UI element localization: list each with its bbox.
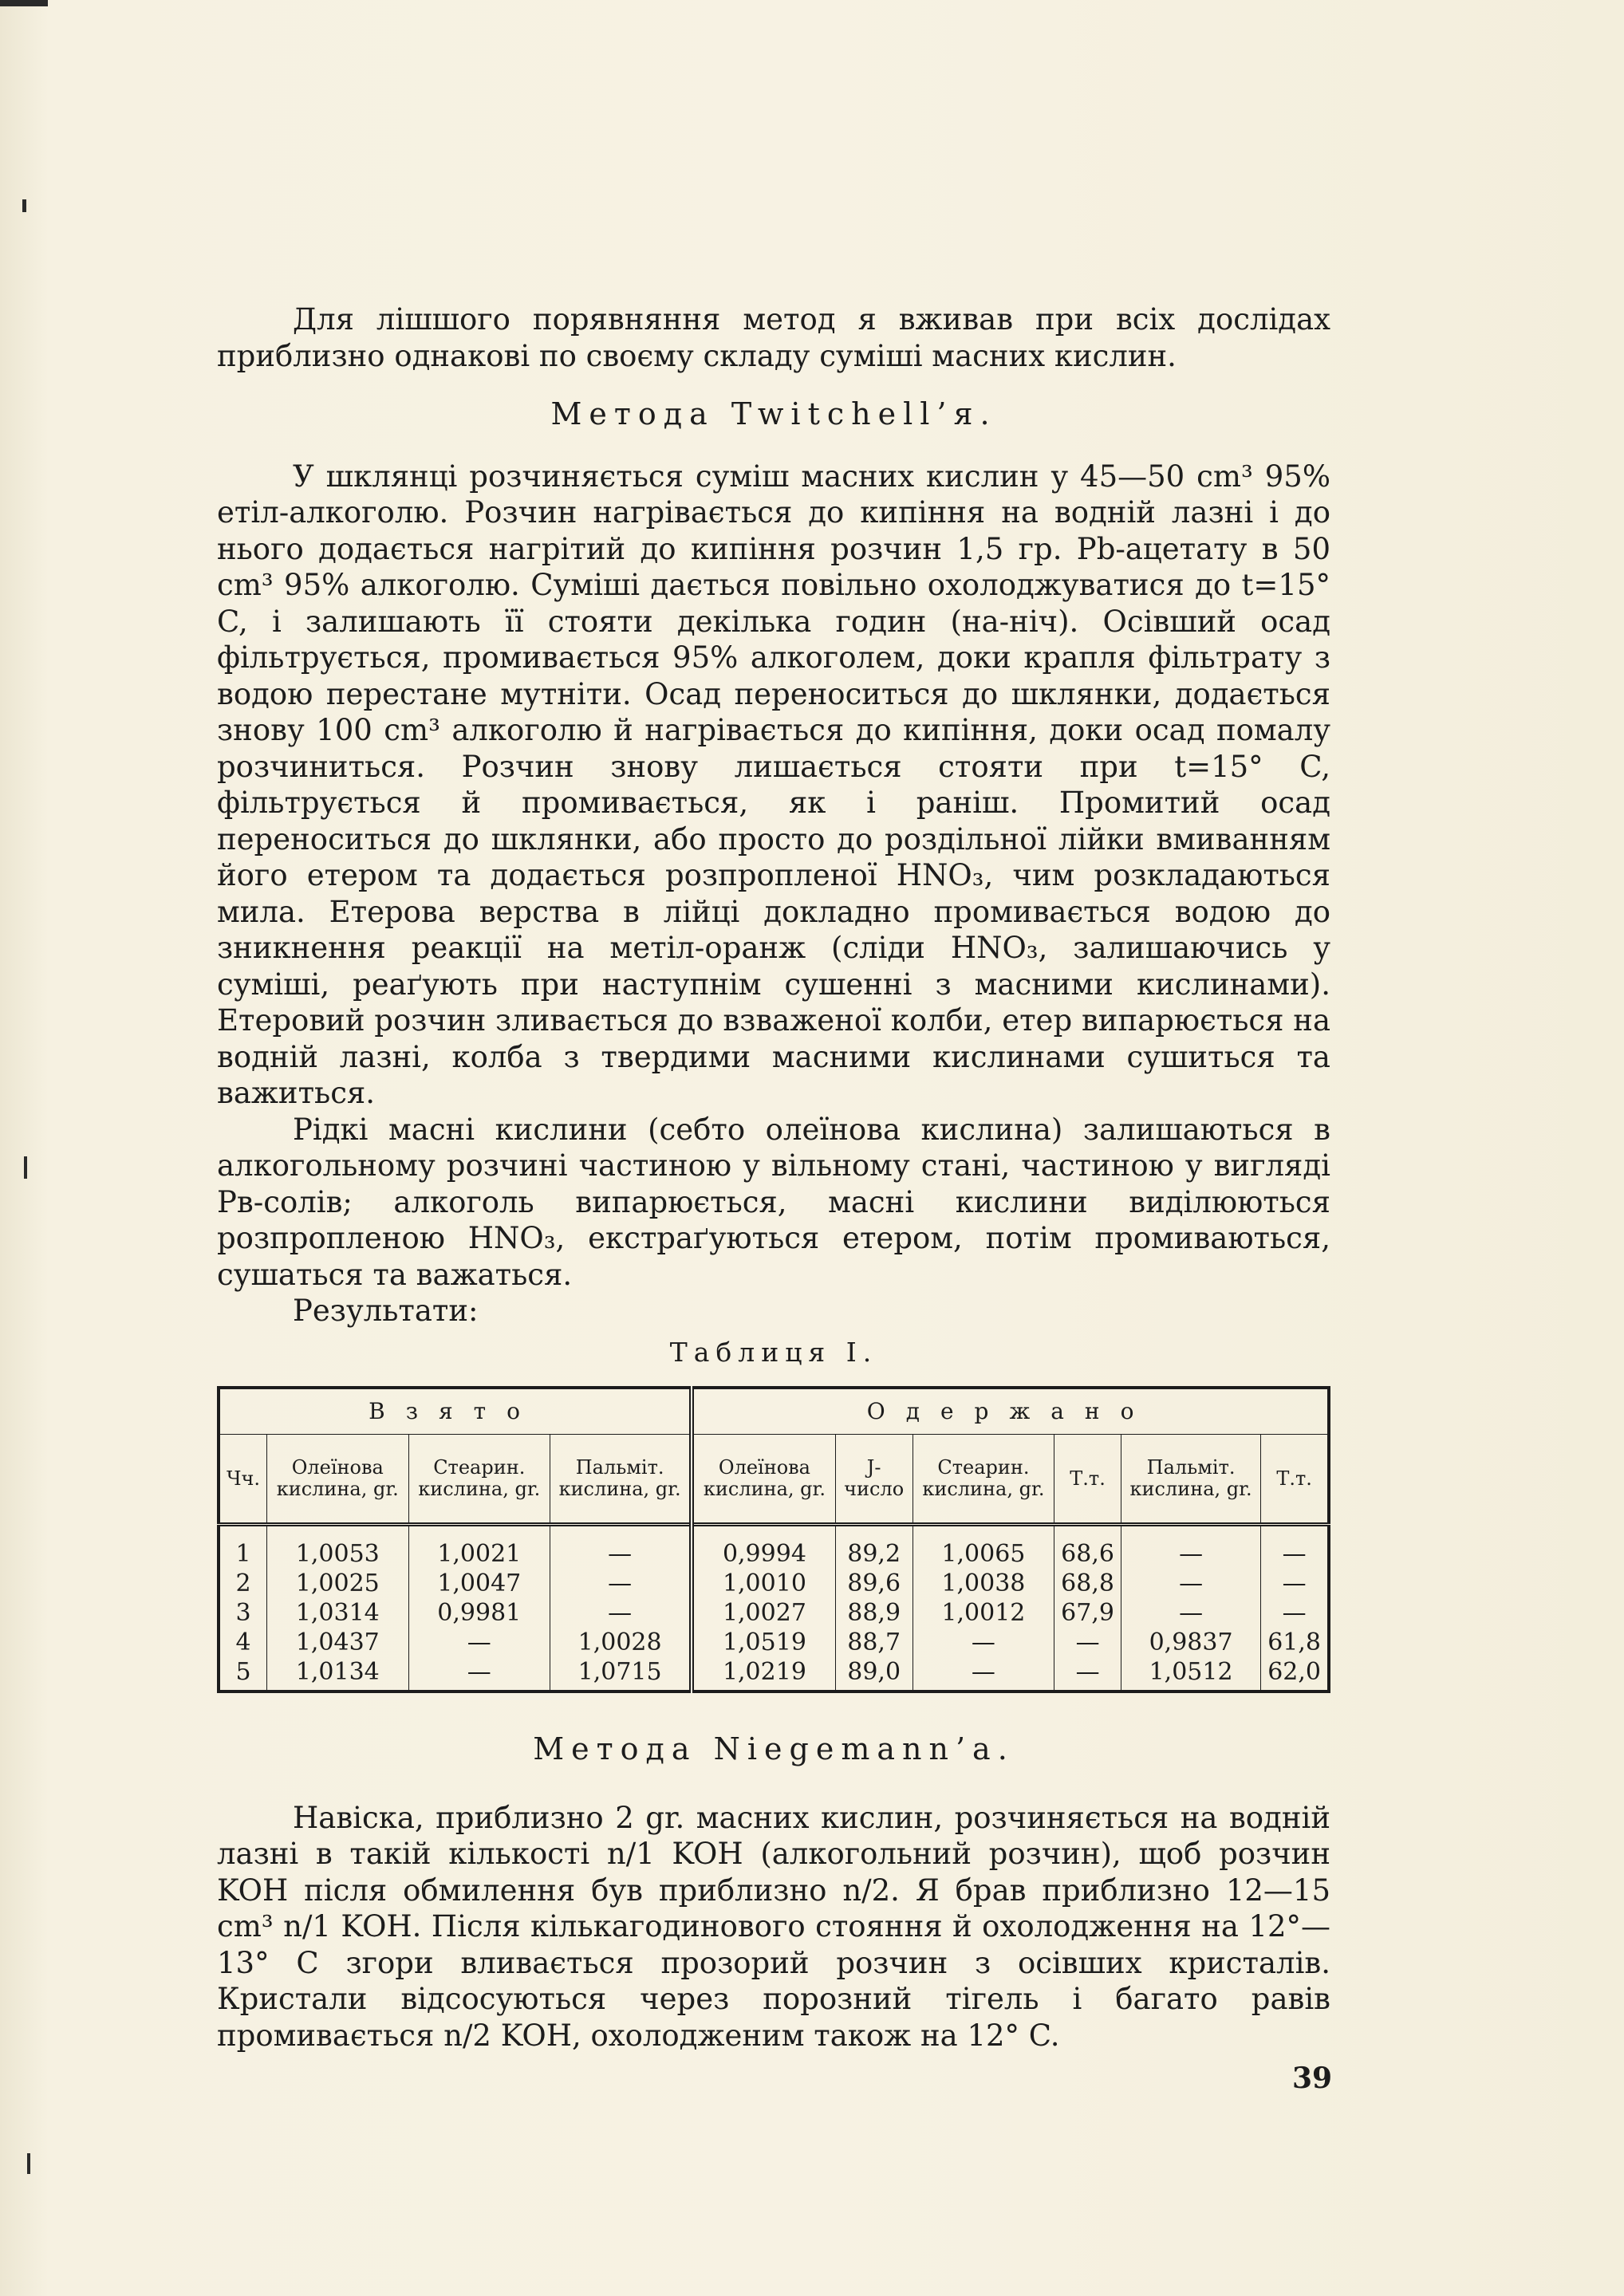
table-cell: 62,0 — [1261, 1657, 1329, 1691]
section-heading-niegemann: Метода Niegemann’a. — [533, 1731, 1015, 1766]
intro-paragraph: Для лішшого порявняння метод я вживав при всіх дослідах приблизно однакові по своєму складу суміші масних кислин. — [217, 302, 1330, 373]
col-header-oleic-taken: Олеїнова кислина, gr. — [267, 1435, 408, 1525]
table-cell: — — [408, 1657, 550, 1691]
table-cell: 4 — [219, 1628, 267, 1657]
table-row — [219, 1598, 1329, 1628]
group-header-obtained: Одержано — [692, 1388, 1329, 1435]
table-group-header-row — [219, 1388, 1329, 1435]
table-cell: — — [1261, 1598, 1329, 1628]
table-cell: 1,0010 — [692, 1569, 835, 1598]
table-cell: 89,0 — [835, 1657, 913, 1691]
col-header-stearic-taken: Стеарин. кислина, gr. — [408, 1435, 550, 1525]
scan-edge-mark — [0, 0, 48, 6]
page-number: 39 — [1292, 2062, 1333, 2095]
text-block — [217, 301, 1330, 2054]
table-cell: 1,0028 — [550, 1628, 692, 1657]
table-cell: 1,0715 — [550, 1657, 692, 1691]
scan-edge-mark — [24, 1156, 27, 1179]
table-cell: — — [1054, 1628, 1121, 1657]
table-cell: 3 — [219, 1598, 267, 1628]
table-row — [219, 1628, 1329, 1657]
table-cell: — — [913, 1628, 1054, 1657]
table-cell: 1,0437 — [267, 1628, 408, 1657]
table-cell: 89,6 — [835, 1569, 913, 1598]
table-cell: 1,0027 — [692, 1598, 835, 1628]
table-cell: 0,9994 — [692, 1525, 835, 1569]
col-header-palmitic-obtained: Пальміт. кислина, gr. — [1121, 1435, 1260, 1525]
table-row — [219, 1657, 1329, 1691]
table-cell: — — [1054, 1657, 1121, 1691]
table-cell: — — [1261, 1569, 1329, 1598]
table-cell: — — [1261, 1525, 1329, 1569]
table-cell: 0,9981 — [408, 1598, 550, 1628]
table-caption: Таблиця I. — [669, 1336, 878, 1368]
table-cell: 67,9 — [1054, 1598, 1121, 1628]
col-header-stearic-obtained: Стеарин. кислина, gr. — [913, 1435, 1054, 1525]
group-header-taken: Взято — [219, 1388, 692, 1435]
table-cell: 1,0038 — [913, 1569, 1054, 1598]
table-cell: 1,0012 — [913, 1598, 1054, 1628]
table-cell: 1,0519 — [692, 1628, 835, 1657]
table-cell: — — [550, 1598, 692, 1628]
table-row — [219, 1525, 1329, 1569]
section-heading-twitchell: Метода Twitchell’я. — [550, 396, 997, 431]
table-cell: — — [550, 1525, 692, 1569]
table-column-header-row — [219, 1435, 1329, 1525]
table-cell: — — [1121, 1598, 1260, 1628]
table-cell: 88,9 — [835, 1598, 913, 1628]
table-cell: 1,0025 — [267, 1569, 408, 1598]
table-cell: — — [550, 1569, 692, 1598]
table-cell: 1,0219 — [692, 1657, 835, 1691]
table-cell: 2 — [219, 1569, 267, 1598]
col-header-j-number: J-число — [835, 1435, 913, 1525]
table-cell: 1,0134 — [267, 1657, 408, 1691]
twitchell-paragraph-2: Рідкі масні кислини (себто олеїнова кислина) залишаються в алкогольному розчині частиною у вільному стані, частиною у вигляді Рв-солів; алкоголь випарюється, масні кислини виділюються розпропленою HNO₃, екстраґуються етером, потім промиваються, сушаться та важаться. — [217, 1112, 1330, 1292]
table-cell: 88,7 — [835, 1628, 913, 1657]
niegemann-paragraph: Навіска, приблизно 2 gr. масних кислин, розчиняється на водній лазні в такій кількості n/1 KOH (алкогольний розчин), щоб розчин KOH після обмилення був приблизно n/2. Я брав приблизно 12—15 cm³ n/1 KOH. Після кількагодинового стояння й охолодження на 12°—13° C згори вливається прозорий розчин з осівших кристалів. Кристали відсосуються через порозний тігель і багато равів промивається n/2 KOH, охолодженим також на 12° C. — [217, 1800, 1330, 2053]
table-row — [219, 1569, 1329, 1598]
table-cell: 1,0314 — [267, 1598, 408, 1628]
table-cell: — — [1121, 1569, 1260, 1598]
results-table — [217, 1386, 1330, 1693]
col-header-mp-1: Т.т. — [1054, 1435, 1121, 1525]
table-cell: 1,0512 — [1121, 1657, 1260, 1691]
col-header-palmitic-taken: Пальміт. кислина, gr. — [550, 1435, 692, 1525]
table-cell: 68,6 — [1054, 1525, 1121, 1569]
table-cell: 1 — [219, 1525, 267, 1569]
table-cell: 89,2 — [835, 1525, 913, 1569]
table-cell: 1,0065 — [913, 1525, 1054, 1569]
table-cell: — — [1121, 1525, 1260, 1569]
col-header-mp-2: Т.т. — [1261, 1435, 1329, 1525]
scan-edge-mark — [22, 199, 26, 212]
col-header-num: Чч. — [219, 1435, 267, 1525]
table-cell: 1,0047 — [408, 1569, 550, 1598]
twitchell-paragraph-1: У шклянці розчиняється суміш масних кислин у 45—50 cm³ 95% етіл-алкоголю. Розчин нагрівається до кипіння на водній лазні і до нього додається нагрітий до кипіння розчин 1,5 гр. Pb-ацетату в 50 cm³ 95% алкоголю. Суміші дається повільно охолоджуватися до t=15° C, і залишають її стояти декілька годин (на-ніч). Осівший осад фільтрується, промивається 95% алкоголем, доки крапля фільтрату з водою перестане мутніти. Осад переноситься до шклянки, додається знову 100 cm³ алкоголю й нагрівається до кипіння, доки осад помалу розчиниться. Розчин знову лишається стояти при t=15° C, фільтрується й промивається, як і раніш. Промитий осад переноситься до шклянки, або просто до роздільної лійки вмиванням його етером та додається розпропленої HNO₃, чим розкладаються мила. Етерова верства в лійці докладно промивається водою до зникнення реакції на метіл-оранж (сліди HNO₃, залишаючись у суміші, реаґують при наступнім сушенні з масними кислинами). Етеровий розчин зливається до взваженої колби, етер випарюється на водній лазні, колба з твердими масними кислинами сушиться та важиться. — [217, 459, 1330, 1110]
scan-edge-mark — [27, 2153, 30, 2174]
col-header-oleic-obtained: Олеїнова кислина, gr. — [692, 1435, 835, 1525]
table-cell: — — [408, 1628, 550, 1657]
table-cell: 1,0053 — [267, 1525, 408, 1569]
table-cell: 1,0021 — [408, 1525, 550, 1569]
table-cell: — — [913, 1657, 1054, 1691]
table-cell: 68,8 — [1054, 1569, 1121, 1598]
table-cell: 0,9837 — [1121, 1628, 1260, 1657]
table-cell: 5 — [219, 1657, 267, 1691]
table-cell: 61,8 — [1261, 1628, 1329, 1657]
results-label: Результати: — [293, 1294, 479, 1328]
